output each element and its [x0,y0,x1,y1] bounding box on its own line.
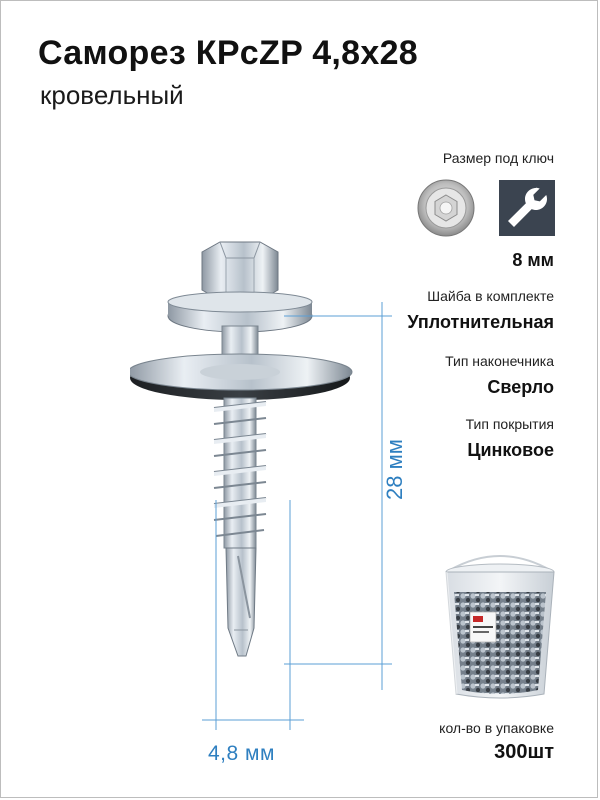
tip-value: Сверло [487,377,554,397]
key-size-label: Размер под ключ [442,150,554,166]
washer-label: Шайба в комплекте [427,288,554,304]
screw-image [130,238,370,688]
key-size-value: 8 мм [512,250,554,270]
package-label: кол-во в упаковке [439,720,554,736]
tip-label: Тип наконечника [445,353,554,369]
coating-label: Тип покрытия [465,416,554,432]
width-dimension-label: 4,8 мм [208,742,275,765]
product-subtitle: кровельный [40,80,184,110]
package-value: 300шт [494,741,554,763]
coating-value: Цинковое [467,440,554,460]
product-title: Саморез КРсZP 4,8х28 [38,34,418,72]
wrench-icon [499,180,555,236]
package-bucket-image [440,548,560,700]
length-dimension-label: 28 мм [382,439,407,500]
socket-head-icon [416,178,476,238]
washer-value: Уплотнительная [407,312,554,332]
